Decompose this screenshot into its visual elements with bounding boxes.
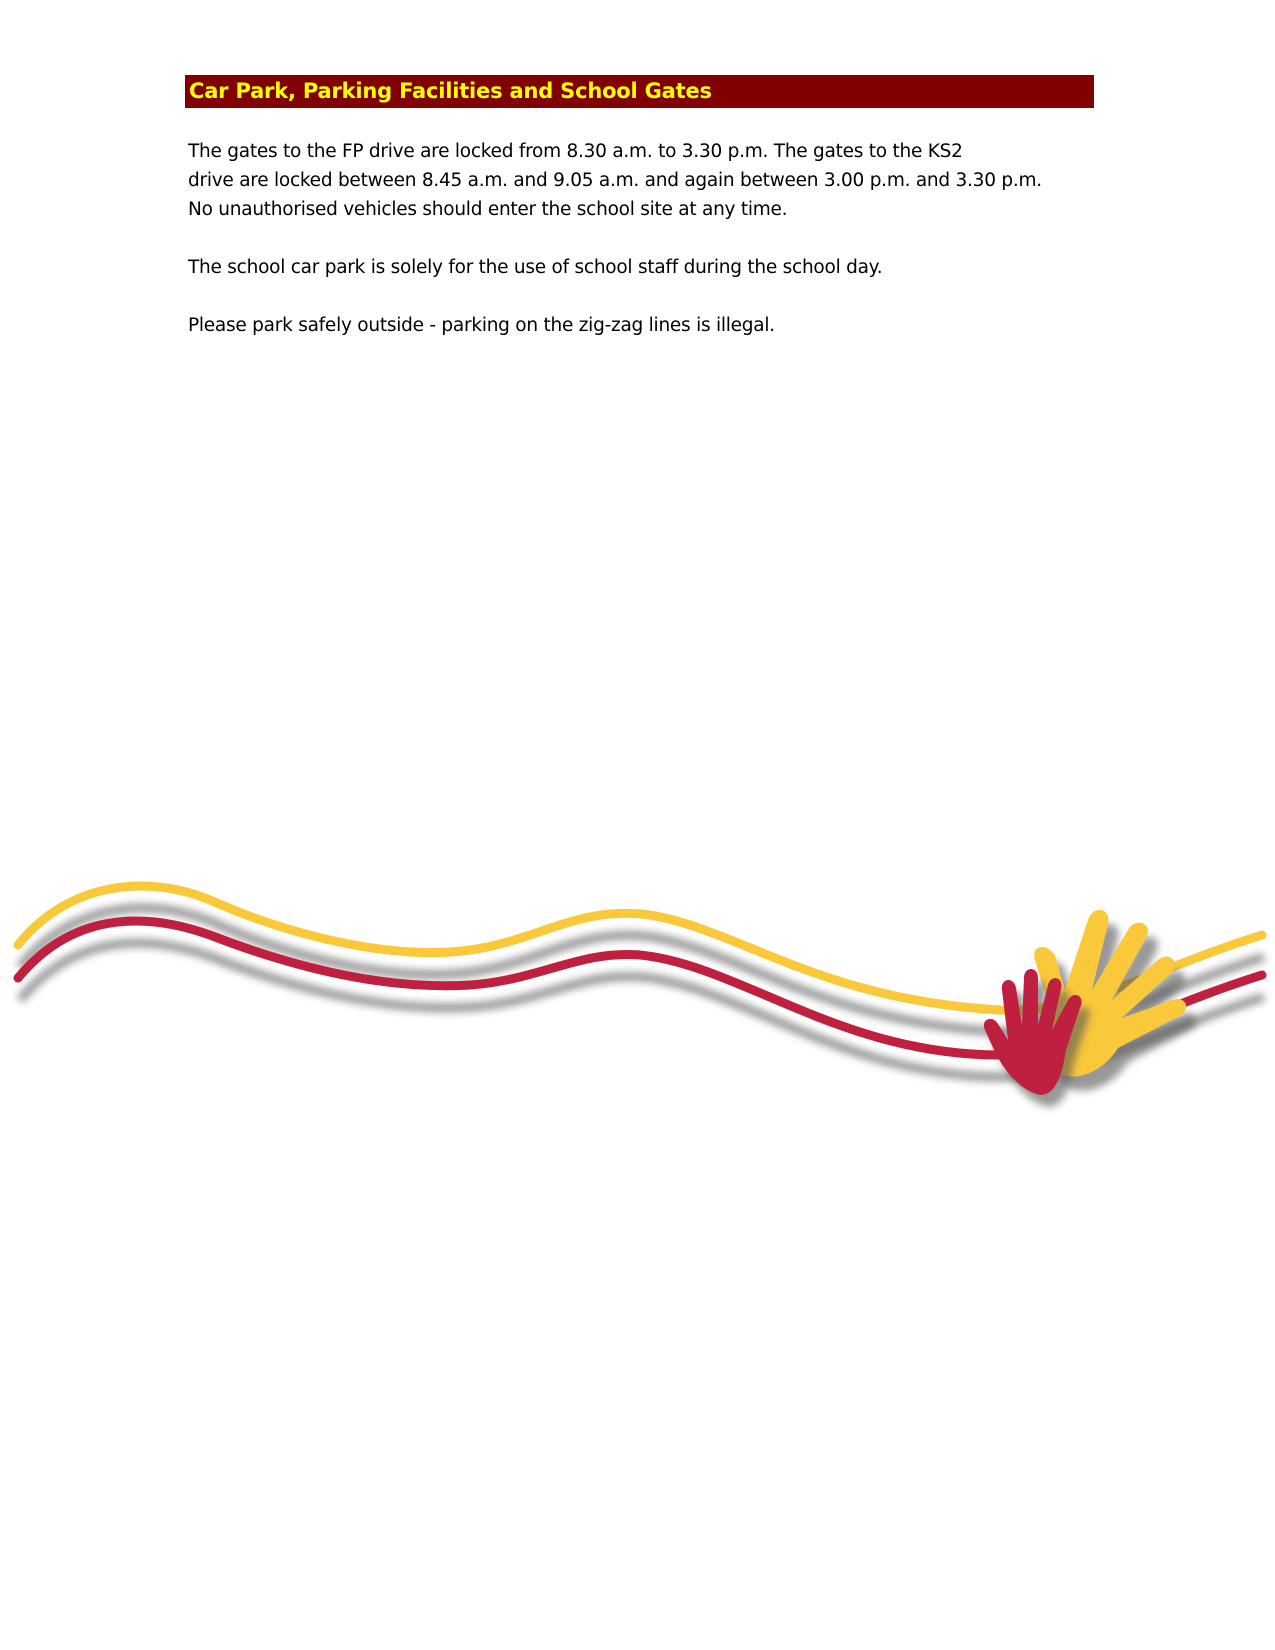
paragraph-car-park-text: The school car park is solely for the use of school staff during the school day. [188, 257, 883, 278]
body-text [188, 137, 1088, 369]
paragraph-gates-line-2: drive are locked between 8.45 a.m. and 9.05 a.m. and again between 3.00 p.m. and 3.30 p.m. [188, 170, 1042, 191]
paragraph-parking-text: Please park safely outside - parking on the zig-zag lines is illegal. [188, 315, 775, 336]
section-heading: Car Park, Parking Facilities and School Gates [189, 79, 712, 103]
paragraph-gates [188, 137, 1088, 224]
hands-swoosh-graphic [0, 860, 1275, 1160]
paragraph-car-park [188, 253, 1088, 282]
section-heading-bar [185, 75, 1094, 108]
paragraph-gates-line-1: The gates to the FP drive are locked from 8.30 a.m. to 3.30 p.m. The gates to the KS2 [188, 141, 963, 162]
paragraph-gates-line-3: No unauthorised vehicles should enter the school site at any time. [188, 199, 788, 220]
paragraph-parking [188, 311, 1088, 340]
